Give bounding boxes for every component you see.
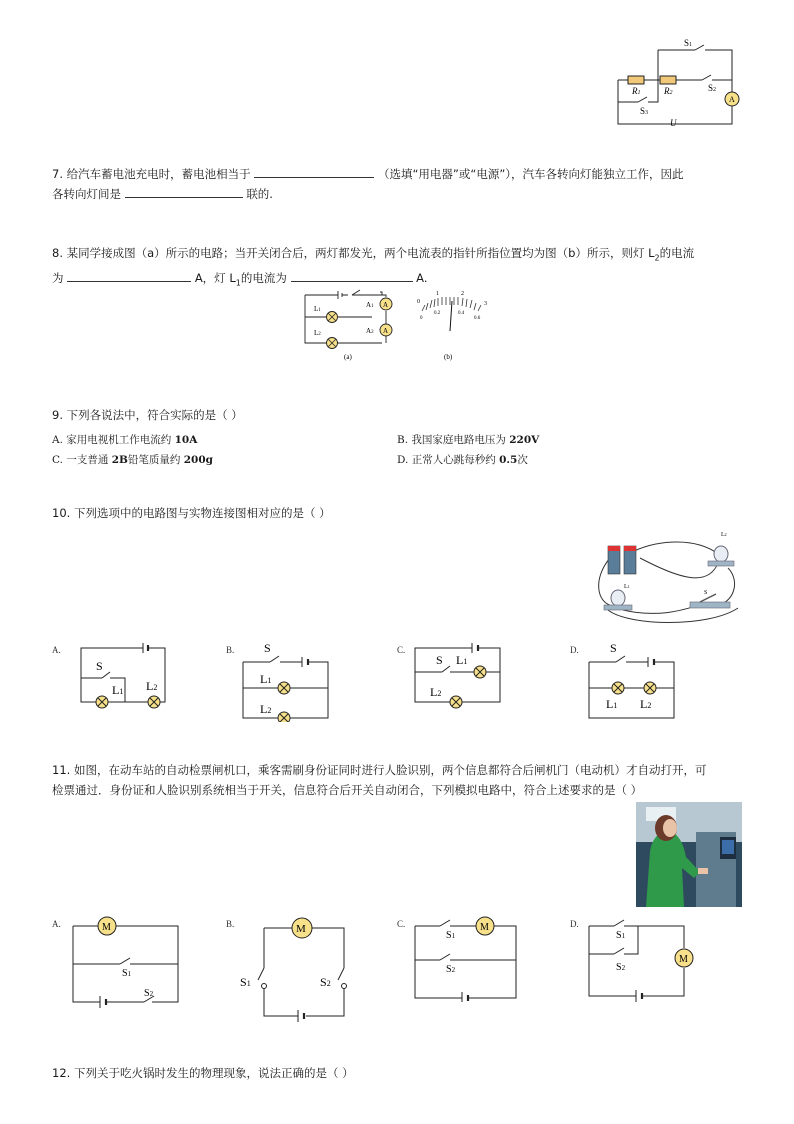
q11-option-b-label[interactable]: B. (226, 919, 235, 929)
q8-a1-text: A1 (366, 301, 374, 309)
q11-option-d-circuit[interactable] (586, 910, 698, 1002)
q10-option-a-circuit[interactable] (78, 640, 168, 710)
q11-option-a-circuit[interactable] (70, 912, 182, 1012)
q9-option-b-text: B. 我国家庭电路电压为 (397, 434, 510, 446)
q8-text-6: A. (416, 271, 428, 286)
q8-text-4: A，灯 L (194, 271, 236, 286)
q10c-l1-label: L1 (456, 653, 468, 667)
scale-2: 2 (461, 291, 464, 297)
q8-figure-b (412, 287, 490, 362)
q11d-s1-label: S1 (616, 930, 626, 941)
r2-label: R2 (664, 86, 673, 96)
q9-option-c-mid: 铅笔质量约 (127, 454, 184, 466)
q7-text-3: 各转向灯间是 (52, 187, 121, 201)
q8-text-2: 的电流 (659, 246, 695, 260)
voltage-label: U (670, 118, 677, 128)
q8-a1-label: A (383, 301, 389, 309)
q9-option-d-value: 0.5 (499, 454, 518, 466)
q10d-l2-label: L2 (640, 697, 652, 711)
q10c-l2-label: L2 (430, 685, 442, 699)
scale-3: 3 (484, 301, 487, 307)
q11-option-c-label[interactable]: C. (397, 919, 406, 929)
q11-option-c-circuit[interactable] (412, 910, 522, 1002)
question-7 (52, 164, 742, 204)
q10-stem: 10. 下列选项中的电路图与实物连接图相对应的是（ ） (52, 506, 331, 520)
question-12 (52, 1063, 742, 1083)
scale-0-2: 0.2 (434, 311, 441, 316)
question-8 (52, 243, 742, 294)
ammeter-label: A (729, 95, 735, 104)
q8-caption-a: (a) (344, 353, 352, 361)
q9-option-a-text: A. 家用电视机工作电流约 (52, 434, 175, 446)
q11-line-2: 检票通过．身份证和人脸识别系统相当于开关，信息符合后开关自动闭合，下列模拟电路中，符合上述要求的是（ ） (52, 783, 643, 797)
q12-stem: 12. 下列关于吃火锅时发生的物理现象，说法正确的是（ ） (52, 1066, 354, 1080)
q7-blank-2[interactable] (125, 185, 243, 198)
q10b-l2-label: L2 (260, 702, 272, 716)
q11c-motor-label: M (480, 922, 489, 933)
q11-option-d-label[interactable]: D. (570, 919, 579, 929)
q7-text-2: （选填“用电器”或“电源”），汽车各转向灯能独立工作，因此 (377, 167, 684, 181)
q8-caption-b: (b) (444, 353, 453, 361)
q8-sub-1: 1 (235, 278, 241, 288)
q9-stem: 9. 下列各说法中，符合实际的是（ ） (52, 408, 243, 422)
scale-0-bottom: 0 (420, 316, 423, 321)
q10-option-d-label[interactable]: D. (570, 645, 579, 655)
q11-option-a-label[interactable]: A. (52, 919, 61, 929)
q11b-s1-label: S1 (240, 975, 251, 989)
q11d-s2-label: S2 (616, 962, 626, 973)
question-10 (52, 503, 742, 523)
question-11 (52, 760, 742, 800)
q10-option-b-label[interactable]: B. (226, 645, 235, 655)
q10-option-d-circuit[interactable] (586, 640, 678, 720)
q9-option-a-value: 10A (174, 434, 198, 446)
q7-text-4: 联的. (246, 187, 273, 201)
q8-l1-label: L1 (314, 305, 321, 313)
q10c-s-label: S (436, 653, 443, 667)
q10a-l1-label: L1 (112, 683, 124, 697)
q8-text-3: 为 (52, 271, 64, 286)
q8-l2-label: L2 (314, 329, 321, 337)
s2-label: S2 (708, 83, 717, 93)
q8-text-1: 8. 某同学接成图（a）所示的电路；当开关闭合后，两灯都发光，两个电流表的指针所指位置均为图（b）所示，则灯 L (52, 246, 655, 260)
q10b-l1-label: L1 (260, 672, 272, 686)
q11a-motor-label: M (102, 922, 111, 933)
q8-blank-2[interactable] (291, 269, 413, 282)
s3-label: S3 (640, 106, 649, 116)
q10-photo-l2-label: L2 (721, 532, 727, 538)
q7-text-1: 7. 给汽车蓄电池充电时，蓄电池相当于 (52, 167, 251, 181)
q11a-s2-label: S2 (144, 988, 154, 999)
q10d-l1-label: L1 (606, 697, 618, 711)
q9-option-d-text: D. 正常人心跳每秒约 (397, 454, 500, 466)
q11d-motor-label: M (679, 954, 688, 965)
q10a-s-label: S (96, 659, 103, 673)
s1-label: S1 (684, 38, 693, 48)
q9-option-c-text: C. 一支普通 (52, 454, 112, 466)
q10-photo-l1-label: L1 (624, 584, 630, 590)
q11-option-b-circuit[interactable] (236, 908, 356, 1026)
q8-text-5: 的电流为 (240, 271, 287, 286)
top-circuit-diagram (610, 36, 745, 131)
q10-option-c-circuit[interactable] (412, 640, 504, 710)
scale-0-4: 0.4 (458, 311, 465, 316)
q10-option-b-circuit[interactable] (240, 640, 332, 722)
q7-blank-1[interactable] (254, 165, 374, 178)
q8-sub-2: 2 (654, 253, 660, 263)
q10-option-c-label[interactable]: C. (397, 645, 406, 655)
q9-option-c[interactable] (52, 452, 213, 467)
q8-a2-label: A (383, 327, 389, 335)
q11-ticket-gate-photo (636, 802, 742, 907)
q11b-s2-label: S2 (320, 975, 331, 989)
scale-1: 1 (436, 291, 439, 297)
q8-blank-1[interactable] (67, 269, 191, 282)
q9-option-b[interactable] (397, 432, 539, 447)
q8-figure-a (300, 287, 395, 362)
scale-0-top: 0 (417, 299, 420, 305)
q11a-s1-label: S1 (122, 968, 132, 979)
q9-option-c-value: 200g (183, 454, 213, 466)
q10-option-a-label[interactable]: A. (52, 645, 61, 655)
question-9 (52, 405, 742, 425)
q9-option-b-value: 220V (509, 434, 540, 446)
q10d-s-label: S (610, 641, 617, 655)
q10a-l2-label: L2 (146, 679, 158, 693)
q8-a2-text: A2 (366, 327, 374, 335)
r1-label: R1 (632, 86, 641, 96)
q10-physical-circuit-photo (588, 528, 743, 628)
q11b-motor-label: M (296, 923, 306, 935)
q9-option-a[interactable] (52, 432, 197, 447)
q11c-s1-label: S1 (446, 930, 456, 941)
scale-0-6: 0.6 (474, 316, 481, 321)
q11c-s2-label: S2 (446, 964, 456, 975)
q9-option-d-post: 次 (517, 454, 528, 466)
q10b-s-label: S (264, 641, 271, 655)
q9-option-c-bold: 2B (111, 454, 128, 466)
q10-photo-s-label: S (704, 590, 708, 596)
q11-line-1: 11. 如图，在动车站的自动检票闸机口，乘客需刷身份证同时进行人脸识别，两个信息都符合后闸机门（电动机）才自动打开，可 (52, 763, 707, 777)
q9-option-d[interactable] (397, 452, 528, 467)
